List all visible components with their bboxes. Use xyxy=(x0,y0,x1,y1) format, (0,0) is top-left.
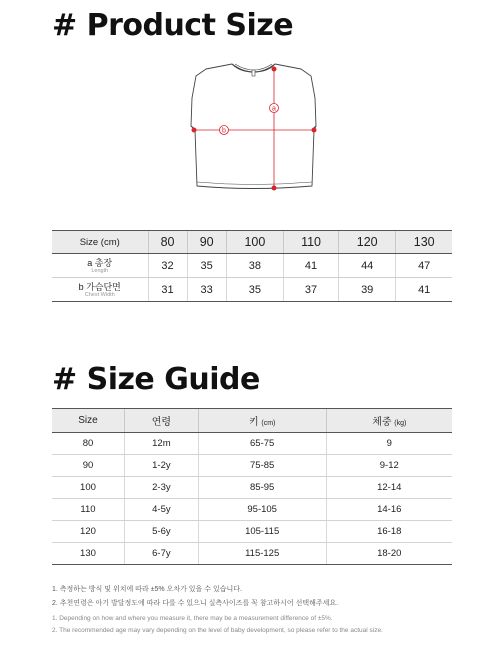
row-header-length xyxy=(52,254,148,278)
table-row xyxy=(52,499,452,521)
table-cell: 31 xyxy=(148,278,187,302)
size-col-header: 110 xyxy=(284,231,339,254)
table-row xyxy=(52,455,452,477)
table-cell: 38 xyxy=(226,254,283,278)
table-row xyxy=(52,433,452,455)
table-cell: 39 xyxy=(339,278,396,302)
table-cell: 105-115 xyxy=(198,521,326,543)
guide-col-header-size: Size xyxy=(52,409,124,433)
table-row xyxy=(52,521,452,543)
note-en-1: 1. Depending on how and where you measure it, there may be a measurement difference of ±5%. xyxy=(52,615,333,622)
row-header-chest-width xyxy=(52,278,148,302)
table-cell: 75-85 xyxy=(198,455,326,477)
table-cell: 35 xyxy=(226,278,283,302)
note-ko-1: 1. 측정하는 방식 및 위치에 따라 ±5% 오차가 있을 수 있습니다. xyxy=(52,586,242,593)
length-bottom-marker xyxy=(272,186,276,190)
guide-col-header-age: 연령 xyxy=(124,409,198,433)
table-cell: 12m xyxy=(124,433,198,455)
row-label: b 가슴단면 xyxy=(78,281,121,292)
table-row xyxy=(52,543,452,565)
size-guide-table xyxy=(52,408,452,565)
table-cell: 9 xyxy=(326,433,452,455)
table-cell: 80 xyxy=(52,433,124,455)
chest-left-marker xyxy=(192,128,196,132)
table-cell: 1-2y xyxy=(124,455,198,477)
guide-col-header-weight: 체중 (kg) xyxy=(326,409,452,433)
table-cell: 12-14 xyxy=(326,477,452,499)
table-cell: 5-6y xyxy=(124,521,198,543)
size-col-header: 100 xyxy=(226,231,283,254)
table-cell: 41 xyxy=(284,254,339,278)
table-cell: 35 xyxy=(187,254,226,278)
guide-col-header-height: 키 (cm) xyxy=(198,409,326,433)
row-sublabel: Chest Width xyxy=(84,291,115,298)
table-cell: 33 xyxy=(187,278,226,302)
length-label-a: a xyxy=(272,105,276,113)
size-guide-title: # Size Guide xyxy=(52,362,260,397)
table-cell: 100 xyxy=(52,477,124,499)
row-sublabel: Length xyxy=(91,267,109,274)
table-cell: 4-5y xyxy=(124,499,198,521)
size-header-label: Size (cm) xyxy=(52,231,148,254)
table-cell: 6-7y xyxy=(124,543,198,565)
table-cell: 41 xyxy=(396,278,452,302)
product-size-title: # Product Size xyxy=(52,8,294,43)
product-size-table xyxy=(52,230,452,302)
table-cell: 120 xyxy=(52,521,124,543)
length-top-marker xyxy=(272,67,276,71)
product-table-header-row xyxy=(52,231,452,254)
size-col-header: 80 xyxy=(148,231,187,254)
table-cell: 2-3y xyxy=(124,477,198,499)
size-col-header: 90 xyxy=(187,231,226,254)
tshirt-diagram xyxy=(186,58,321,194)
size-col-header: 120 xyxy=(339,231,396,254)
table-cell: 37 xyxy=(284,278,339,302)
table-cell: 95-105 xyxy=(198,499,326,521)
table-cell: 65-75 xyxy=(198,433,326,455)
table-cell: 32 xyxy=(148,254,187,278)
table-cell: 115-125 xyxy=(198,543,326,565)
size-col-header: 130 xyxy=(396,231,452,254)
tshirt-body-outline xyxy=(191,64,316,189)
note-en-2: 2. The recommended age may vary depending on the level of baby development, so please refer to the actual size. xyxy=(52,627,383,634)
table-cell: 130 xyxy=(52,543,124,565)
table-row xyxy=(52,278,452,302)
table-row xyxy=(52,477,452,499)
table-cell: 85-95 xyxy=(198,477,326,499)
chest-right-marker xyxy=(312,128,316,132)
table-cell: 9-12 xyxy=(326,455,452,477)
button-placket xyxy=(252,70,255,76)
table-cell: 90 xyxy=(52,455,124,477)
table-cell: 44 xyxy=(339,254,396,278)
table-cell: 14-16 xyxy=(326,499,452,521)
table-row xyxy=(52,254,452,278)
table-cell: 47 xyxy=(396,254,452,278)
unit-label: (kg) xyxy=(394,420,407,427)
table-cell: 110 xyxy=(52,499,124,521)
note-ko-2: 2. 추천연령은 아기 발달정도에 따라 다를 수 있으니 실측사이즈를 꼭 참고하시어 선택해주세요. xyxy=(52,600,339,607)
chest-label-b: b xyxy=(222,127,226,135)
table-cell: 16-18 xyxy=(326,521,452,543)
row-label: a 총장 xyxy=(87,257,113,268)
guide-table-header-row xyxy=(52,409,452,433)
unit-label: (cm) xyxy=(261,420,276,427)
table-cell: 18-20 xyxy=(326,543,452,565)
